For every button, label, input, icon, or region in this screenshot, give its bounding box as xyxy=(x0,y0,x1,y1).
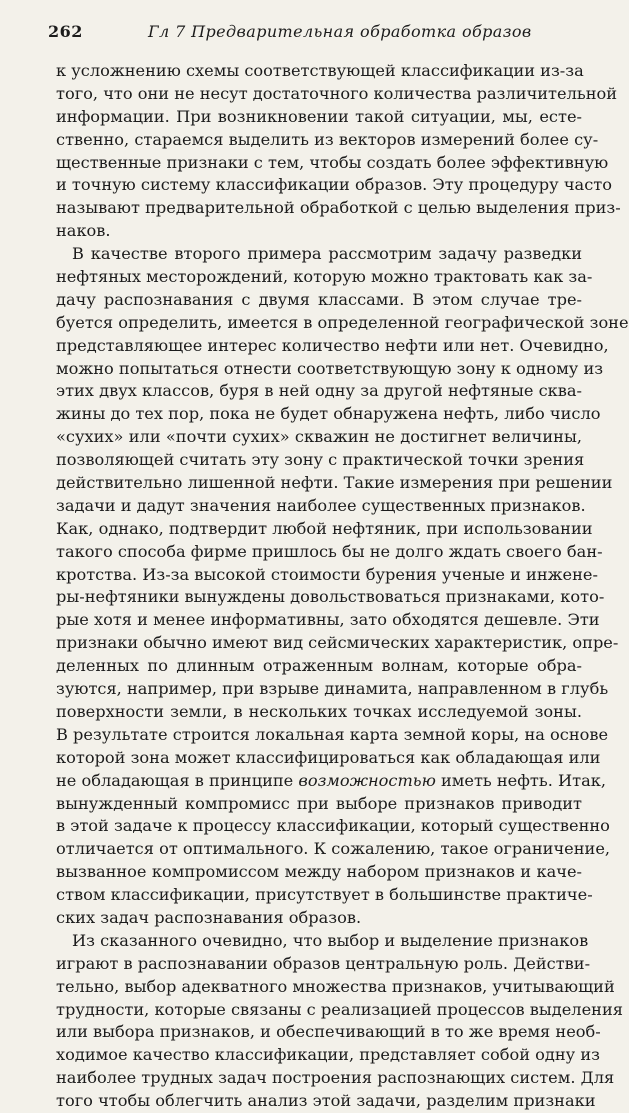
page-number: 262 xyxy=(48,22,83,41)
text-line: отличается от оптимального. К сожалению, такое ограничение, xyxy=(56,839,611,859)
text-line: можно попытаться отнести соответствующую зону к одному из xyxy=(56,358,604,378)
text-line: щественные признаки с тем, чтобы создать более эффективную xyxy=(56,152,609,172)
text-line: поверхности земли, в нескольких точках исследуемой зоны. xyxy=(56,701,582,721)
text-line: В качестве второго примера рассмотрим задачу разведки xyxy=(72,244,582,264)
text-line: наков. xyxy=(56,221,111,241)
text-line: к усложнению схемы соответствующей классификации из-за xyxy=(56,61,584,80)
running-title: Гл 7 Предварительная обработка образов xyxy=(148,22,532,41)
text-line: тельно, выбор адекватного множества признаков, учитывающий xyxy=(56,976,615,996)
page-header xyxy=(48,20,582,46)
text-line: нефтяных месторождений, которую можно трактовать как за- xyxy=(56,267,593,287)
text-line: ских задач распознавания образов. xyxy=(56,907,362,927)
text-line: В результате строится локальная карта земной коры, на основе xyxy=(56,724,609,744)
text-line: этих двух классов, буря в ней одну за другой нефтяные сква- xyxy=(56,381,582,401)
text-line: ходимое качество классификации, представляет собой одну из xyxy=(56,1045,600,1065)
text-line: представляющее интерес количество нефти или нет. Очевидно, xyxy=(56,335,609,355)
text-line: которой зона может классифицироваться как обладающая или xyxy=(56,747,601,767)
body-text xyxy=(56,60,629,1113)
text-line: деленных по длинным отраженным волнам, которые обра- xyxy=(56,656,582,676)
emphasized-word: возможностью xyxy=(298,770,436,790)
text-line: задачи и дадут значения наиболее существенных признаков. xyxy=(56,495,586,515)
text-line: кротства. Из-за высокой стоимости бурения ученые и инжене- xyxy=(56,564,598,584)
text-line: такого способа фирме пришлось бы не долго ждать своего бан- xyxy=(56,541,603,561)
text-segment: не обладающая в принципе xyxy=(56,770,299,790)
text-line: рые хотя и менее информативны, зато обходятся дешевле. Эти xyxy=(56,610,600,630)
text-line: трудности, которые связаны с реализацией процессов выделения xyxy=(56,999,623,1019)
text-line: того чтобы облегчить анализ этой задачи, разделим признаки xyxy=(56,1091,596,1111)
text-line: или выбора признаков, и обеспечивающий в то же время необ- xyxy=(56,1022,601,1042)
text-line: вынужденный компромисс при выборе признаков приводит xyxy=(56,793,582,813)
text-line: наиболее трудных задач построения распознающих систем. Для xyxy=(56,1068,615,1088)
text-line: ры-нефтяники вынуждены довольствоваться признаками, кото- xyxy=(56,587,605,607)
text-line: позволяющей считать эту зону с практической точки зрения xyxy=(56,450,585,470)
text-line: в этой задаче к процессу классификации, который существенно xyxy=(56,816,610,836)
text-line: Из сказанного очевидно, что выбор и выделение признаков xyxy=(72,930,589,950)
text-line: ством классификации, присутствует в большинстве практиче- xyxy=(56,885,593,905)
text-line: того, что они не несут достаточного количества различительной xyxy=(56,83,618,103)
text-line: жины до тех пор, пока не будет обнаружена нефть, либо число xyxy=(56,404,601,424)
text-segment: иметь нефть. Итак, xyxy=(435,770,606,790)
text-line: Как, однако, подтвердит любой нефтяник, при использовании xyxy=(56,518,593,538)
text-line xyxy=(56,770,606,793)
text-line: «сухих» или «почти сухих» скважин не достигнет величины, xyxy=(56,427,582,447)
text-line: играют в распознавании образов центральную роль. Действи- xyxy=(56,953,591,973)
text-line: ственно, стараемся выделить из векторов измерений более су- xyxy=(56,129,599,149)
text-line: называют предварительной обработкой с целью выделения приз- xyxy=(56,198,621,218)
text-line: действительно лишенной нефти. Такие измерения при решении xyxy=(56,473,613,493)
text-line: буется определить, имеется в определенной географической зоне xyxy=(56,312,629,332)
text-line: дачу распознавания с двумя классами. В этом случае тре- xyxy=(56,289,582,309)
text-line: и точную систему классификации образов. Эту процедуру часто xyxy=(56,175,612,195)
text-line: информации. При возникновении такой ситуации, мы, есте- xyxy=(56,106,582,126)
text-line: вызванное компромиссом между набором признаков и каче- xyxy=(56,862,582,882)
text-line: зуются, например, при взрыве динамита, направленном в глубь xyxy=(56,679,609,699)
text-line: признаки обычно имеют вид сейсмических характеристик, опре- xyxy=(56,633,619,653)
